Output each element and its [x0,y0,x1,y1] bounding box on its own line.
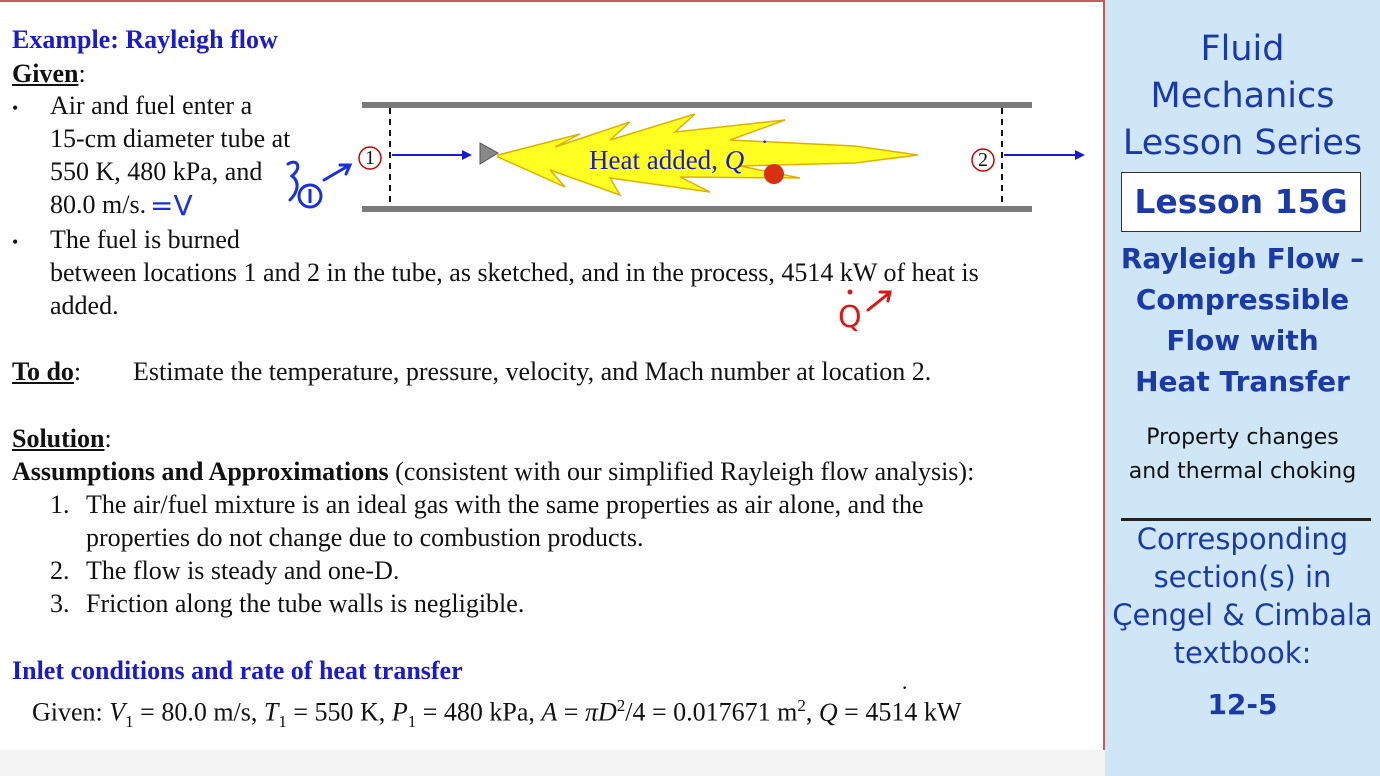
assumption-1-line-1: The air/fuel mixture is an ideal gas with the same properties as air alone, and the [86,490,924,519]
todo-heading: To do: [12,357,82,386]
flame-nozzle [480,143,498,164]
bullet-dot: • [12,98,19,118]
textbook-section: 12-5 [1207,688,1278,721]
heat-q-dot: · [761,129,769,154]
handwritten-marks-2 [838,286,898,316]
handwritten-marks-1 [282,152,362,222]
lesson-topic: Rayleigh Flow – Compressible Flow with Heat Transfer [1120,242,1365,398]
assumption-1-line-2: properties do not change due to combustion products. [86,523,644,552]
lesson-badge: Lesson 15G [1121,172,1361,232]
assumption-number: 2. [50,556,70,585]
given-line-1: Air and fuel enter a [50,91,253,120]
example-title: Example: Rayleigh flow [12,25,278,54]
fuel-line-1: The fuel is burned [50,225,240,254]
handwritten-q-note: Q [838,300,862,335]
handwritten-v-note: =V [150,189,193,222]
given-equation: Given: $V_1 = 80.0$ m/s, $T_1 = 550$ K, $P_1 = 480$ kPa, $A = \pi D^2/4 = 0.017671$ $m^2$, Q = 4514 kW [32,696,962,731]
station-1-label: 1 [365,147,375,169]
bottom-strip [0,750,1105,776]
fuel-line-2: between locations 1 and 2 in the tube, as sketched, and in the process, 4514 kW of heat is [50,258,979,287]
assumption-number: 1. [50,490,70,519]
inlet-heading: Inlet conditions and rate of heat transfer [12,656,463,685]
given-line-2: 15-cm diameter tube at [50,124,291,153]
given-heading: Given: [12,59,86,88]
solution-heading: Solution: [12,424,112,453]
q-dot: · [901,675,909,700]
fuel-line-3: added. [50,291,119,320]
sidebar [1105,0,1380,776]
assumption-2-line-1: The flow is steady and one-D. [86,556,400,585]
tube-top-wall [362,102,1032,108]
outlet-arrowhead [1075,150,1085,160]
textbook-reference: Corresponding section(s) in Çengel & Cimbala textbook: [1112,522,1373,670]
cursor-pointer [764,164,784,184]
todo-text: Estimate the temperature, pressure, velocity, and Mach number at location 2. [133,357,932,386]
bullet-dot: • [12,232,19,252]
assumption-3-line-1: Friction along the tube walls is negligible. [86,589,525,618]
lesson-subtitle: Property changes and thermal choking [1128,425,1357,484]
inlet-arrowhead [462,150,472,160]
given-line-3: 550 K, 480 kPa, and [50,157,263,186]
heat-added-label: Heat added, Q [589,145,745,175]
assumption-number: 3. [50,589,70,618]
series-title: Fluid Mechanics Lesson Series [1122,29,1363,163]
station-2-label: 2 [978,149,988,171]
assumptions-heading: Assumptions and Approximations (consistent with our simplified Rayleigh flow analysis): [12,457,975,486]
tube-bottom-wall [362,206,1032,212]
given-line-4: 80.0 m/s. [50,190,147,219]
